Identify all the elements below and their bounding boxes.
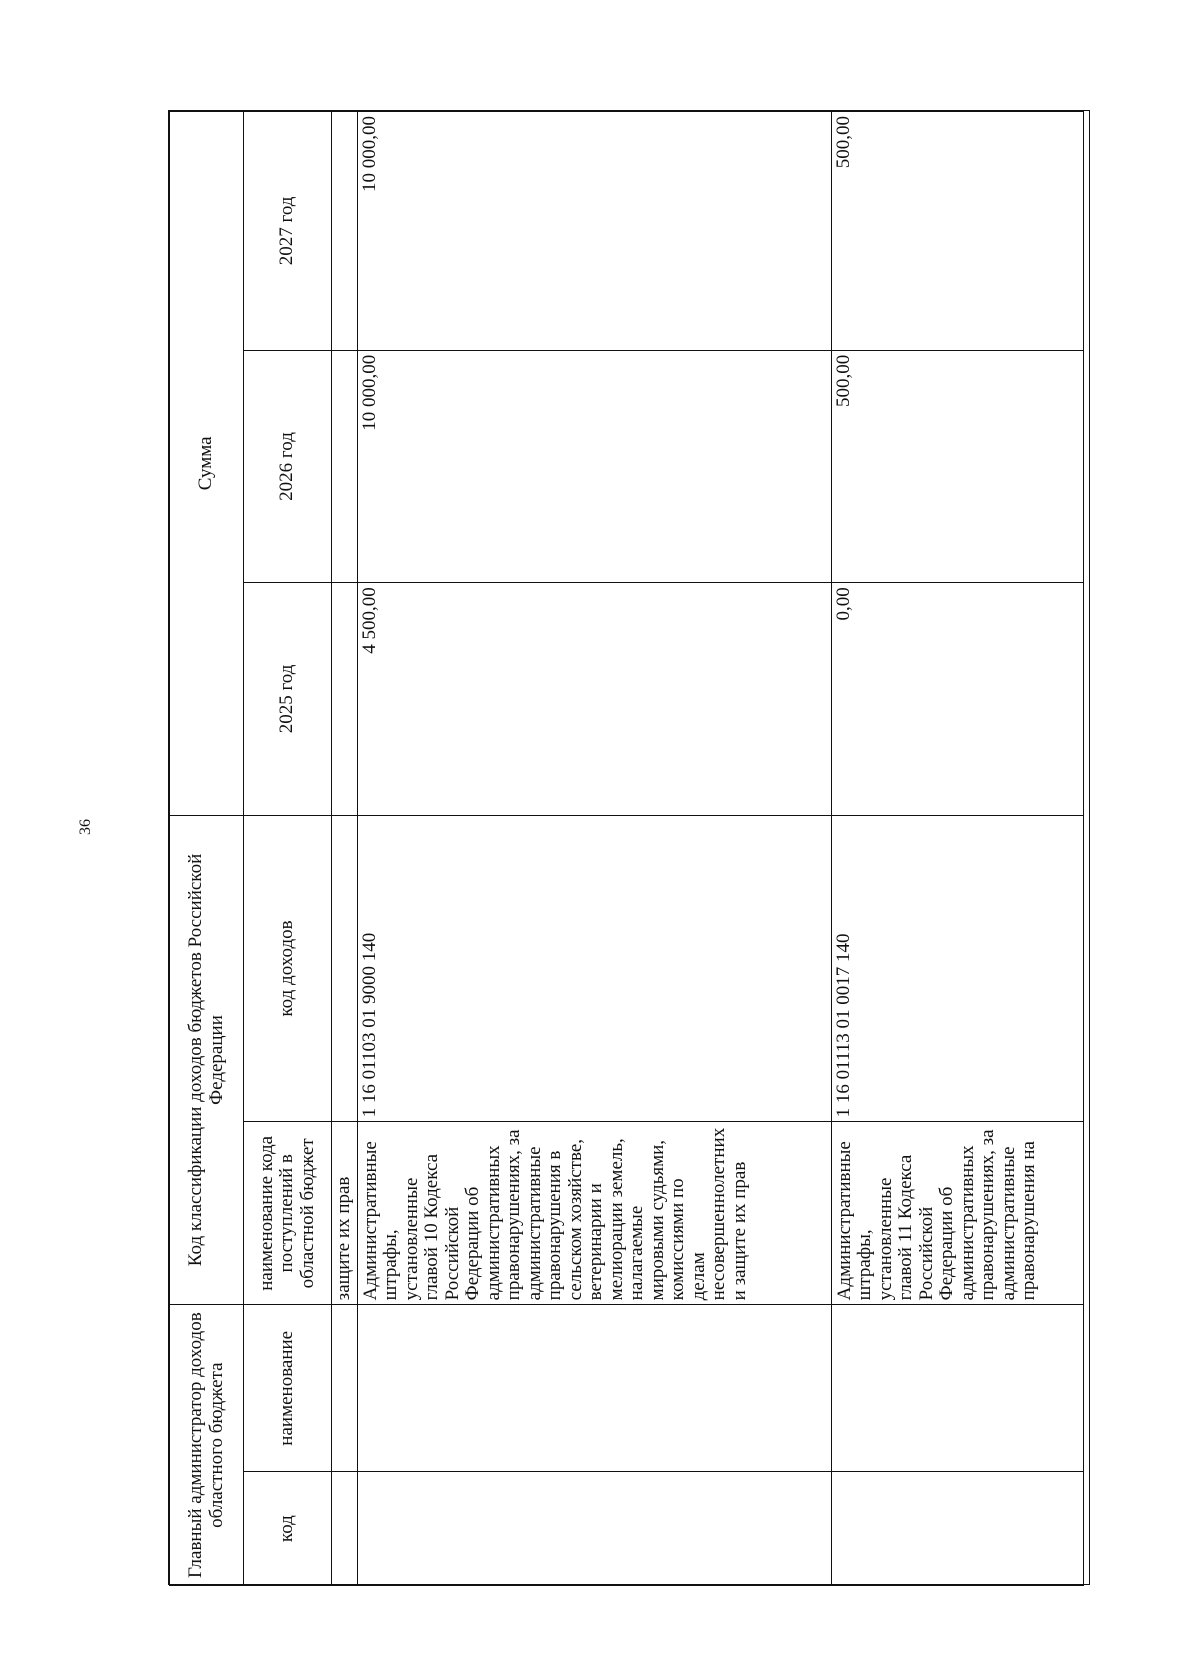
cell-code	[332, 1472, 358, 1586]
cell-name	[831, 1305, 1083, 1472]
cell-2027	[332, 112, 358, 351]
rotated-sheet	[169, 111, 1091, 1586]
header-classification-group: Код классификации доходов бюджетов Российской Федерации	[170, 815, 244, 1305]
cell-2026: 10 000,00	[357, 350, 831, 582]
cell-2025: 0,00	[831, 583, 1083, 815]
cell-code	[831, 1472, 1083, 1586]
table-row	[332, 112, 358, 1586]
header-row-groups	[170, 112, 244, 1586]
cell-code	[357, 1472, 831, 1586]
header-2025: 2025 год	[244, 583, 332, 815]
cell-2025: 4 500,00	[357, 583, 831, 815]
cell-income-name: Административные штрафы, установленные главой 10 Кодекса Российской Федерации об административных правонарушениях, за административные правонарушения в сельском хозяйстве, ветеринарии и мелиорации земель, налагаемые мировыми судьями, комиссиями по делам несовершеннолетних и защите их прав	[357, 1122, 831, 1305]
cell-2027: 10 000,00	[357, 112, 831, 351]
header-admin-group: Главный администратор доходов областного бюджета	[170, 1305, 244, 1586]
header-sum-group: Сумма	[170, 112, 244, 816]
cell-income-code: 1 16 01103 01 9000 140	[357, 815, 831, 1122]
cell-income-name: Административные штрафы, установленные главой 11 Кодекса Российской Федерации об административных правонарушениях, за административные правонарушения на	[831, 1122, 1083, 1305]
header-2026: 2026 год	[244, 350, 332, 582]
income-table-frame	[168, 110, 1090, 1585]
cell-2025	[332, 583, 358, 815]
cell-income-code: 1 16 01113 01 0017 140	[831, 815, 1083, 1122]
cell-2026: 500,00	[831, 350, 1083, 582]
header-income-code: код доходов	[244, 815, 332, 1122]
cell-income-name: защите их прав	[332, 1122, 358, 1305]
table-row	[357, 112, 831, 1586]
income-table	[169, 111, 1084, 1586]
cell-2026	[332, 350, 358, 582]
cell-2027: 500,00	[831, 112, 1083, 351]
header-2027: 2027 год	[244, 112, 332, 351]
header-income-name: наименование кода поступлений в областной бюджет	[244, 1122, 332, 1305]
cell-name	[332, 1305, 358, 1472]
header-name: наименование	[244, 1305, 332, 1472]
cell-name	[357, 1305, 831, 1472]
cell-income-code	[332, 815, 358, 1122]
page-number: 36	[77, 819, 94, 835]
header-row-columns	[244, 112, 332, 1586]
table-row	[831, 112, 1083, 1586]
header-code: код	[244, 1472, 332, 1586]
